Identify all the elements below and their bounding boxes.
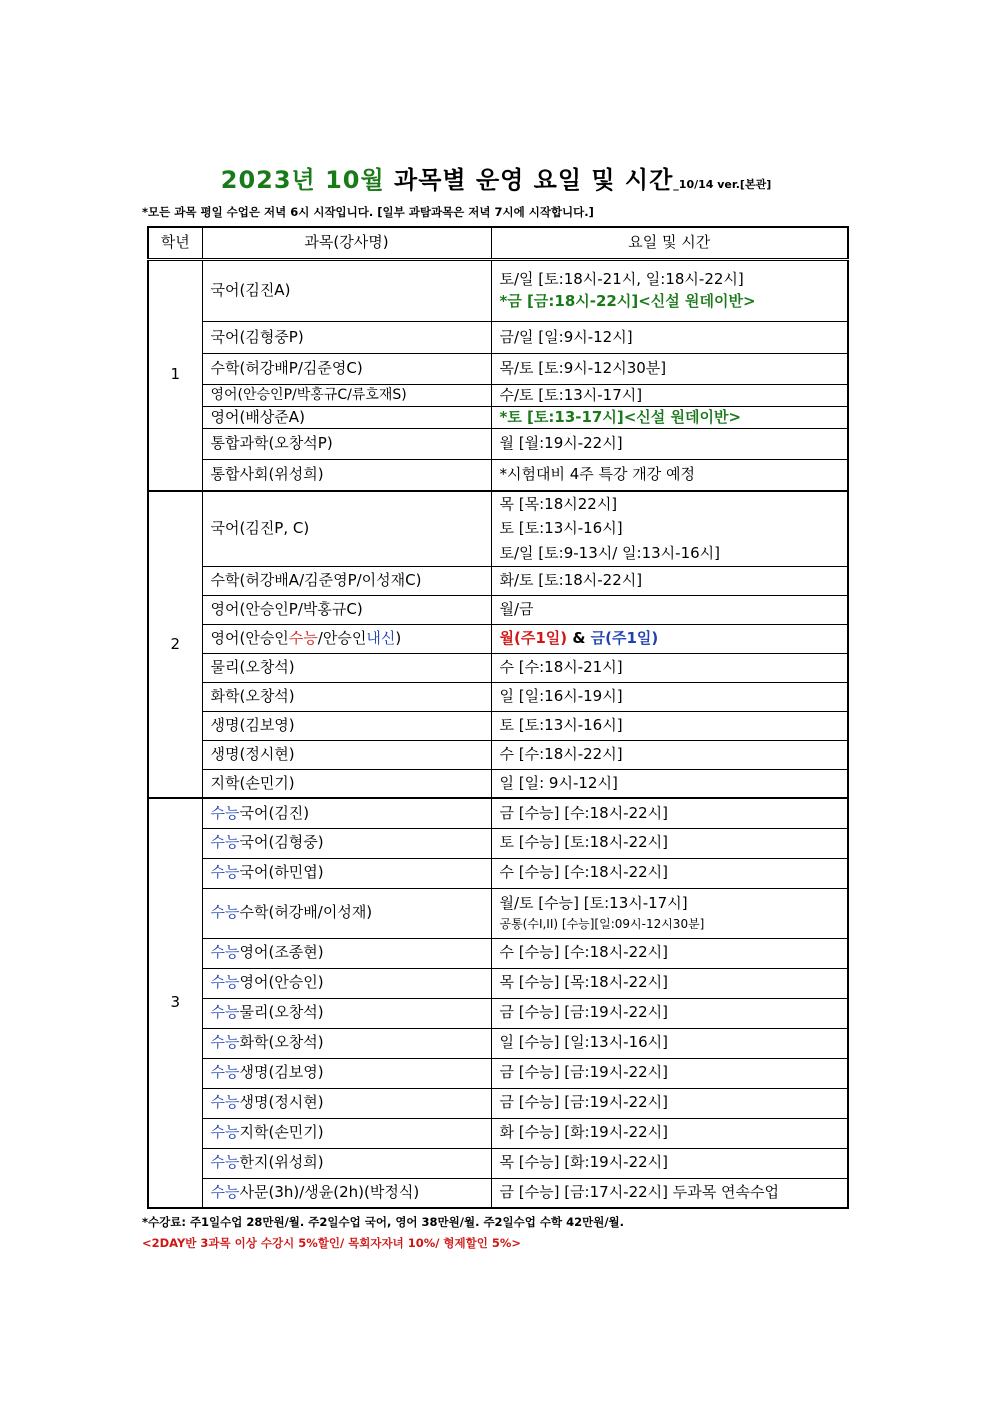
schedule-friday: 금(주1일) (590, 628, 659, 647)
table-header-row (148, 227, 848, 260)
schedule-cell: 일 [일:16시-19시] (491, 682, 848, 711)
subject-cell: 화학(오창석) (202, 682, 491, 711)
table-row (148, 828, 848, 858)
schedule-cell (491, 491, 848, 567)
suneung-prefix: 수능 (210, 1153, 240, 1172)
schedule-cell: 수 [수능] [수:18시-22시] (491, 938, 848, 968)
table-row (148, 740, 848, 769)
schedule-cell: 수 [수능] [수:18시-22시] (491, 858, 848, 888)
schedule-cell: 수 [수:18시-21시] (491, 653, 848, 682)
schedule-cell: 일 [일: 9시-12시] (491, 769, 848, 798)
schedule-cell: 금 [수능] [금:19시-22시] (491, 1088, 848, 1118)
subject-cell (202, 1148, 491, 1178)
subject-suneung-tag: 수능 (288, 628, 318, 647)
subject-cell (202, 858, 491, 888)
table-row (148, 769, 848, 798)
table-row (148, 566, 848, 595)
schedule-cell: 금 [수능] [금:19시-22시] (491, 998, 848, 1028)
suneung-prefix: 수능 (210, 1123, 240, 1142)
grade-2-cell: 2 (148, 491, 202, 799)
subject-cell: 통합사회(위성희) (202, 460, 491, 491)
schedule-line: 토/일 [토:18시-21시, 일:18시-22시] (499, 270, 744, 289)
schedule-line: 토/일 [토:9-13시/ 일:13시-16시] (499, 544, 721, 562)
subject-cell: 수학(허강배P/김준영C) (202, 354, 491, 385)
subject-cell: 국어(김진P, C) (202, 491, 491, 567)
schedule-cell: *시험대비 4주 특강 개강 예정 (491, 460, 848, 491)
title-year-month: 2023년 10월 (220, 166, 385, 194)
table-row (148, 260, 848, 322)
subject-cell: 영어(배상준A) (202, 407, 491, 429)
suneung-prefix: 수능 (210, 1183, 240, 1202)
grade-1-cell: 1 (148, 260, 202, 491)
subject-cell: 지학(손민기) (202, 769, 491, 798)
subject-name: 한지(위성희) (239, 1153, 324, 1172)
subject-cell: 수학(허강배A/김준영P/이성재C) (202, 566, 491, 595)
subject-name: 생명(정시현) (239, 1093, 324, 1112)
table-row (148, 1028, 848, 1058)
schedule-cell: 목/토 [토:9시-12시30분] (491, 354, 848, 385)
subject-name: 국어(김형중) (239, 833, 324, 852)
subject-name: 수학(허강배/이성재) (239, 903, 373, 922)
schedule-cell: 화 [수능] [화:19시-22시] (491, 1118, 848, 1148)
page-title (0, 160, 992, 195)
subject-cell: 영어(안승인P/박홍규C/류호재S) (202, 385, 491, 407)
subject-cell: 통합과학(오창석P) (202, 429, 491, 460)
suneung-prefix: 수능 (210, 803, 240, 822)
schedule-cell (491, 260, 848, 322)
subject-name: 국어(하민엽) (239, 863, 324, 882)
schedule-cell: 토 [토:13시-16시] (491, 711, 848, 740)
table-row (148, 407, 848, 429)
subject-part: ) (395, 628, 402, 647)
subject-cell (202, 1118, 491, 1148)
subject-name: 물리(오창석) (239, 1003, 324, 1022)
fee-note: *수강료: 주1일수업 28만원/월. 주2일수업 국어, 영어 38만원/월. 주2일수업 수학 42만원/월. (142, 1215, 625, 1229)
subject-cell (202, 968, 491, 998)
table-row (148, 998, 848, 1028)
table-row (148, 888, 848, 938)
table-row (148, 711, 848, 740)
table-row (148, 858, 848, 888)
title-version: _10/14 ver.[본관] (673, 178, 772, 191)
suneung-prefix: 수능 (210, 973, 240, 992)
subject-cell (202, 1058, 491, 1088)
subject-cell (202, 1088, 491, 1118)
suneung-prefix: 수능 (210, 1003, 240, 1022)
table-row (148, 1118, 848, 1148)
subject-name: 사문(3h)/생윤(2h)(박정식) (239, 1183, 420, 1202)
subject-cell (202, 1178, 491, 1208)
subject-part: /안승인 (317, 628, 367, 647)
suneung-prefix: 수능 (210, 1033, 240, 1052)
subject-name: 영어(안승인) (239, 973, 324, 992)
schedule-table (147, 226, 849, 1209)
schedule-cell: 목 [수능] [화:19시-22시] (491, 1148, 848, 1178)
subject-cell: 생명(김보영) (202, 711, 491, 740)
schedule-cell: 일 [수능] [일:13시-16시] (491, 1028, 848, 1058)
header-schedule: 요일 및 시간 (491, 227, 848, 260)
subject-naesin-tag: 내신 (366, 628, 396, 647)
table-row (148, 1178, 848, 1208)
schedule-cell: 수 [수:18시-22시] (491, 740, 848, 769)
schedule-cell (491, 624, 848, 653)
header-subject: 과목(강사명) (202, 227, 491, 260)
schedule-cell: 금 [수능] [수:18시-22시] (491, 798, 848, 828)
subject-cell (202, 998, 491, 1028)
subject-name: 화학(오창석) (239, 1033, 324, 1052)
top-note: *모든 과목 평일 수업은 저녁 6시 시작입니다. [일부 과탐과목은 저녁 7시에 시작합니다.] (142, 205, 594, 219)
table-row (148, 798, 848, 828)
schedule-cell: 금/일 [일:9시-12시] (491, 322, 848, 354)
table-row (148, 682, 848, 711)
subject-cell: 영어(안승인P/박홍규C) (202, 595, 491, 624)
table-row (148, 653, 848, 682)
discount-note: <2DAY반 3과목 이상 수강시 5%할인/ 목회자자녀 10%/ 형제할인 5%> (142, 1236, 522, 1250)
subject-cell: 국어(김진A) (202, 260, 491, 322)
subject-cell (202, 624, 491, 653)
table-row (148, 429, 848, 460)
table-row (148, 1148, 848, 1178)
table-row (148, 491, 848, 567)
schedule-cell: 월/금 (491, 595, 848, 624)
table-row (148, 968, 848, 998)
suneung-prefix: 수능 (210, 943, 240, 962)
table-row (148, 354, 848, 385)
subject-cell (202, 888, 491, 938)
schedule-line-common: 공통(수I,II) [수능][일:09시-12시30분] (499, 916, 705, 931)
subject-cell (202, 938, 491, 968)
suneung-prefix: 수능 (210, 903, 240, 922)
title-main: 과목별 운영 요일 및 시간 (394, 166, 674, 194)
table-row (148, 385, 848, 407)
subject-name: 생명(김보영) (239, 1063, 324, 1082)
subject-cell: 국어(김형중P) (202, 322, 491, 354)
schedule-cell: 금 [수능] [금:19시-22시] (491, 1058, 848, 1088)
subject-cell (202, 798, 491, 828)
schedule-cell: 화/토 [토:18시-22시] (491, 566, 848, 595)
schedule-line: 토 [토:13시-16시] (499, 519, 623, 538)
table-row (148, 938, 848, 968)
suneung-prefix: 수능 (210, 863, 240, 882)
subject-cell (202, 1028, 491, 1058)
table-row (148, 1058, 848, 1088)
schedule-cell: 토 [수능] [토:18시-22시] (491, 828, 848, 858)
subject-cell: 물리(오창석) (202, 653, 491, 682)
schedule-cell: 월 [월:19시-22시] (491, 429, 848, 460)
suneung-prefix: 수능 (210, 833, 240, 852)
schedule-cell (491, 888, 848, 938)
schedule-monday: 월(주1일) (499, 628, 568, 647)
grade-3-cell: 3 (148, 798, 202, 1208)
subject-name: 영어(조종현) (239, 943, 324, 962)
header-grade: 학년 (148, 227, 202, 260)
schedule-cell: 금 [수능] [금:17시-22시] 두과목 연속수업 (491, 1178, 848, 1208)
table-row (148, 322, 848, 354)
table-row (148, 1088, 848, 1118)
table-row (148, 624, 848, 653)
subject-name: 국어(김진) (239, 803, 310, 822)
suneung-prefix: 수능 (210, 1093, 240, 1112)
schedule-line: 목 [목:18시22시] (499, 494, 618, 513)
subject-cell (202, 828, 491, 858)
schedule-line: 월/토 [수능] [토:13시-17시] (499, 894, 688, 913)
suneung-prefix: 수능 (210, 1063, 240, 1082)
schedule-amp: & (567, 628, 591, 647)
subject-cell: 생명(정시현) (202, 740, 491, 769)
subject-name: 지학(손민기) (239, 1123, 324, 1142)
schedule-line-new-class: *금 [금:18시-22시]<신설 원데이반> (499, 292, 756, 310)
table-row (148, 595, 848, 624)
schedule-cell: 목 [수능] [목:18시-22시] (491, 968, 848, 998)
table-row (148, 460, 848, 491)
schedule-cell: 수/토 [토:13시-17시] (491, 385, 848, 407)
subject-part: 영어(안승인 (210, 628, 289, 647)
schedule-cell: *토 [토:13-17시]<신설 원데이반> (491, 407, 848, 429)
